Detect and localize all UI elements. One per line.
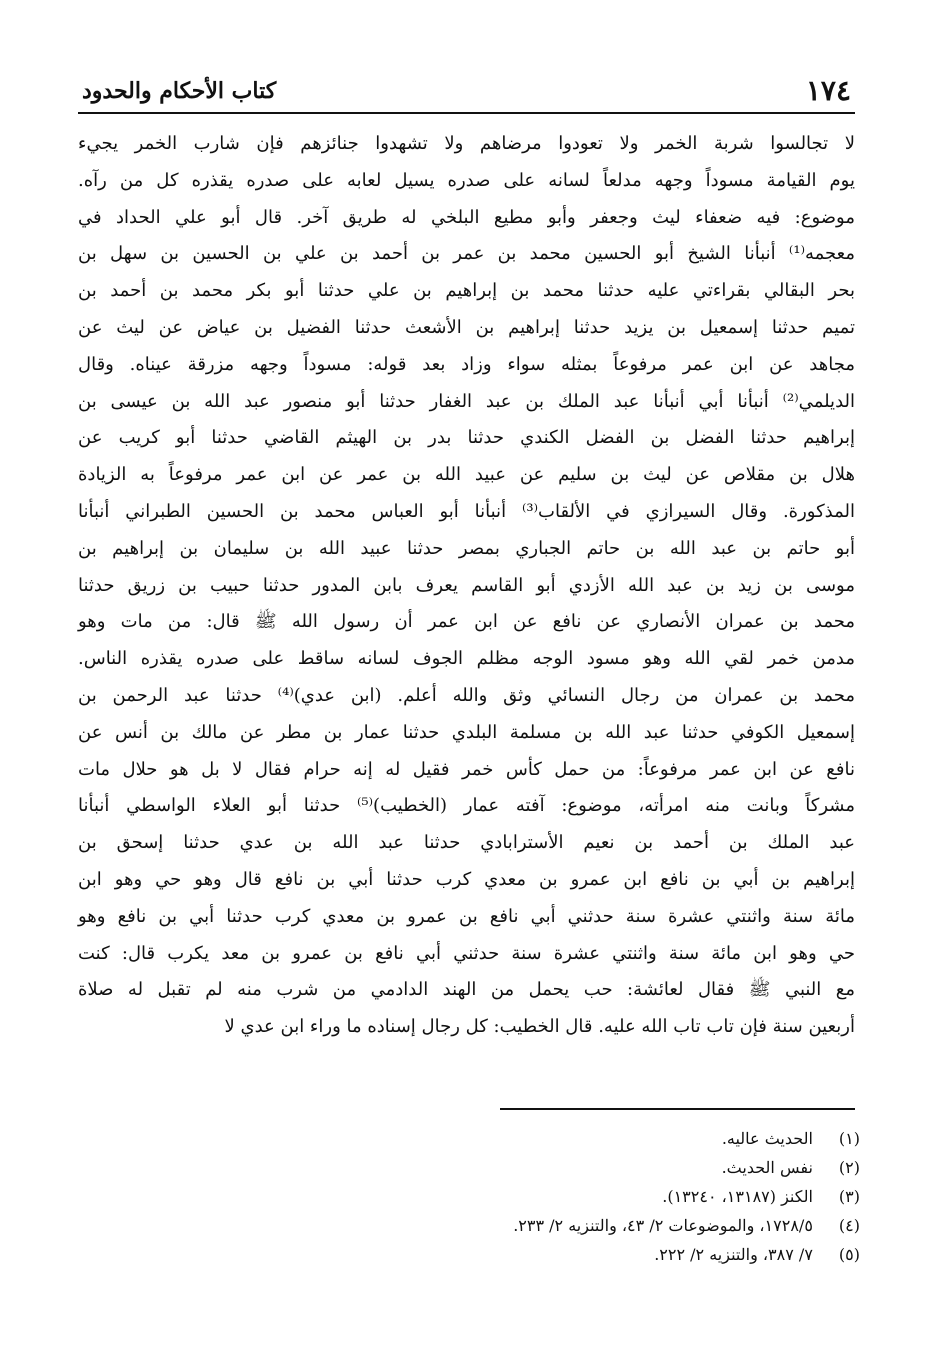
text-line: نافع عن ابن عمر مرفوعاً: من حمل كأس خمر فقيل له إنه حرام فقال لا بل هو حلال مات	[78, 758, 855, 780]
footnote-item	[300, 1124, 860, 1153]
text-line: هلال بن مقلاص عن ليث بن سليم عن عبيد الله بن عمر عن ابن عمر مرفوعاً به الزيادة	[78, 464, 855, 486]
footnote-separator	[500, 1108, 855, 1110]
text-line: مع النبي ﷺ فقال لعائشة: حب يحمل من الهند الدادمي من شرب منه لم تقبل له صلاة	[78, 979, 855, 1001]
footnote-number: (٥)	[838, 1245, 860, 1264]
text-line: محمد بن عمران من رجال النسائي وثق والله أعلم. (ابن عدي)⁽⁴⁾ حدثنا عبد الرحمن بن	[78, 684, 855, 706]
text-line: إبراهيم بن أبي بن نافع ابن عمرو بن معدي كرب حدثنا أبي بن نافع قال وهو حي وهو ابن	[78, 868, 855, 890]
footnote-number: (٢)	[838, 1158, 860, 1177]
text-line: لا تجالسوا شربة الخمر ولا تعودوا مرضاهم ولا تشهدوا جنائزهم فإن شارب الخمر يجيء	[78, 133, 855, 154]
text-line: إسمعيل الكوفي حدثنا عبد الله بن مسلمة البلدي حدثنا عمار بن مطر عن مالك بن أنس عن	[78, 721, 855, 743]
text-line: بحر البقالي بقراءتي عليه حدثنا محمد بن إبراهيم بن علي حدثنا أبو بكر محمد بن أحمد بن	[78, 280, 855, 302]
text-line: أبو حاتم بن عبد الله بن حاتم الجباري بمصر حدثنا عبيد الله بن سليمان بن إبراهيم بن	[78, 537, 855, 559]
text-line: مجاهد عن ابن عمر مرفوعاً بمثله سواء وزاد بعد قوله: مسوداً وجهه مزرقة عيناه. وقال	[78, 353, 855, 375]
text-line: حي وهو ابن مائة سنة واثنتي عشرة سنة حدثني أبي نافع بن عمرو بن معد يكرب قال: كنت	[78, 942, 855, 964]
footnote-text: الحديث عاليه.	[721, 1129, 813, 1148]
text-line: مشركاً وبانت منه امرأته، موضوع: آفته عمار (الخطيب)⁽⁵⁾ حدثنا أبو العلاء الواسطي أنبأنا	[78, 795, 855, 817]
footnote-item	[300, 1211, 860, 1240]
footnote-item	[300, 1182, 860, 1211]
text-line: محمد بن عمران الأنصاري عن نافع عن ابن عمر أن رسول الله ﷺ قال: من مات وهو	[78, 611, 855, 633]
text-line: المذكورة. وقال السيرازي في الألقاب⁽³⁾ أنبأنا أبو العباس محمد بن الحسين الطبراني أنبأنا	[78, 500, 855, 522]
text-line: موسى بن زيد بن عبد الله الأزدي أبو القاسم يعرف بابن المدور حدثنا حبيب بن زريق حدثنا	[78, 574, 855, 596]
text-line: موضوع: فيه ضعفاء ليث وجعفر وأبو مطيع البلخي له طريق آخر. قال أبو علي الحداد في	[78, 206, 855, 228]
footnotes	[300, 1124, 860, 1269]
footnote-number: (٤)	[838, 1216, 860, 1235]
text-line: معجمه⁽¹⁾ أنبأنا الشيخ أبو الحسين محمد بن عمر بن أحمد بن علي بن الحسين بن سهل بن	[78, 243, 855, 265]
text-line: تميم حدثنا إسمعيل بن يزيد حدثنا إبراهيم بن الأشعث حدثنا الفضيل بن عياض عن ليث عن	[78, 316, 855, 338]
footnote-text: ١٧٢٨/٥، والموضوعات ٢/ ٤٣، والتنزيه ٢/ ٢٣٣.	[513, 1216, 813, 1235]
text-line: عبد الملك بن أحمد بن نعيم الأسترابادي حدثنا عبد الله بن عدي حدثنا إسحق بن	[78, 832, 855, 854]
footnote-text: الكنز (١٣١٨٧، ١٣٢٤٠).	[662, 1187, 813, 1206]
footnote-item	[300, 1240, 860, 1269]
text-line: مائة سنة واثنتي عشرة سنة حدثني أبي نافع بن عمرو بن معدي كرب حدثنا أبي بن نافع وهو	[78, 905, 855, 927]
footnote-number: (٣)	[838, 1187, 860, 1206]
text-line: إبراهيم حدثنا الفضل بن الفضل الكندي حدثنا بدر بن الهيثم القاضي حدثنا أبو كريب عن	[78, 427, 855, 449]
running-title: كتاب الأحكام والحدود	[82, 78, 277, 104]
text-line: يوم القيامة مسوداً وجهه مدلعاً لسانه على صدره يسيل لعابه على صدره يقذره كل من رآه.	[78, 169, 855, 191]
page-number: ١٧٤	[805, 74, 851, 107]
text-line: أربعين سنة فإن تاب تاب الله عليه. قال الخطيب: كل رجال إسناده ما وراء ابن عدي لا	[224, 1016, 855, 1038]
text-line: الديلمي⁽²⁾ أنبأنا أبي أنبأنا عبد الملك بن عبد الغفار حدثنا أبو منصور عبد الله بن عيسى بن	[78, 390, 855, 412]
page-header	[78, 72, 855, 114]
footnote-text: نفس الحديث.	[721, 1158, 813, 1177]
footnote-text: ٧/ ٣٨٧، والتنزيه ٢/ ٢٢٢.	[654, 1245, 813, 1264]
text-line: مدمن خمر لقي الله وهو مسود الوجه مظلم الجوف لسانه ساقط على صدره يقذره الناس.	[78, 648, 855, 670]
main-text	[78, 126, 855, 1046]
footnote-number: (١)	[838, 1129, 860, 1148]
footnote-item	[300, 1153, 860, 1182]
